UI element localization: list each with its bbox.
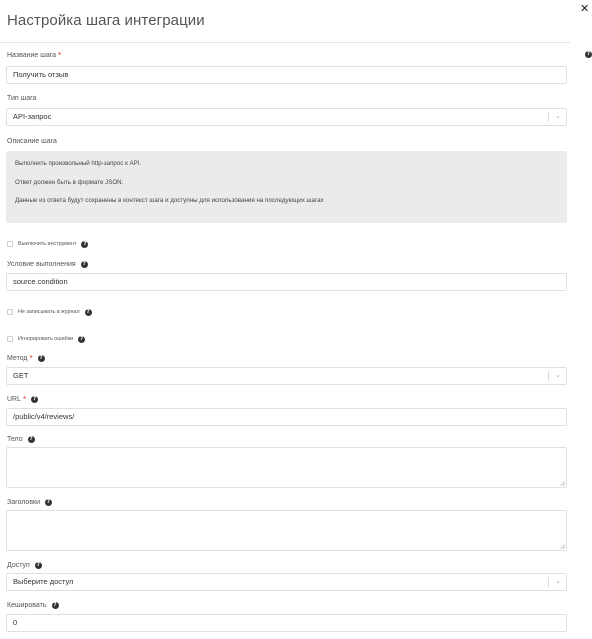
- description-line: Ответ должен быть в формате JSON.: [15, 179, 124, 186]
- help-icon[interactable]: ?: [46, 499, 51, 505]
- headers-label: Заголовки ?: [7, 499, 51, 506]
- resize-handle-icon[interactable]: [560, 481, 565, 486]
- no-log-checkbox[interactable]: [7, 309, 13, 315]
- help-icon[interactable]: ?: [36, 562, 40, 568]
- help-icon[interactable]: ?: [53, 602, 57, 608]
- select-divider: [548, 371, 549, 381]
- step-type-label: Тип шага: [7, 95, 37, 102]
- access-select[interactable]: [6, 573, 567, 591]
- select-divider: [548, 112, 549, 122]
- disable-tool-checkbox[interactable]: [7, 241, 13, 247]
- chevron-down-icon[interactable]: ⌄: [555, 372, 561, 379]
- method-select[interactable]: [6, 367, 567, 385]
- help-icon[interactable]: ?: [79, 335, 84, 342]
- condition-input[interactable]: source.condition: [6, 273, 567, 291]
- method-value: GET: [13, 371, 29, 380]
- description-line: Выполнить произвольный http-запрос к API.: [15, 160, 142, 167]
- description-box: [6, 151, 567, 223]
- chevron-down-icon[interactable]: ⌄: [555, 578, 561, 585]
- required-marker: *: [23, 395, 27, 404]
- modal-title: Настройка шага интеграции: [7, 12, 205, 29]
- required-marker: *: [29, 354, 33, 363]
- disable-tool-label: Выключить инструмент ?: [18, 240, 87, 247]
- help-icon[interactable]: ?: [86, 308, 90, 315]
- help-icon[interactable]: ?: [39, 355, 43, 361]
- ignore-errors-checkbox[interactable]: [7, 336, 13, 342]
- ignore-errors-label: Игнорировать ошибки ?: [18, 335, 84, 342]
- no-log-label: Не записывать в журнал ?: [18, 308, 90, 315]
- step-type-select[interactable]: [6, 108, 567, 126]
- access-placeholder: Выберите доступ: [13, 577, 74, 586]
- access-label: Доступ ?: [7, 562, 40, 569]
- url-input[interactable]: /public/v4/reviews/: [6, 408, 567, 426]
- method-label: Метод * ?: [7, 354, 43, 363]
- help-icon[interactable]: ?: [83, 240, 87, 247]
- headers-textarea[interactable]: [6, 510, 567, 551]
- step-name-input[interactable]: Получить отзыв: [6, 66, 567, 84]
- condition-label: Условие выполнения ?: [7, 261, 86, 268]
- step-type-value: API-запрос: [13, 112, 52, 121]
- chevron-down-icon[interactable]: ⌄: [555, 113, 561, 120]
- help-icon[interactable]: ?: [586, 51, 591, 57]
- resize-handle-icon[interactable]: [560, 544, 565, 549]
- help-icon[interactable]: ?: [33, 396, 37, 402]
- select-divider: [548, 577, 549, 587]
- body-textarea[interactable]: [6, 447, 567, 488]
- description-label: Описание шага: [7, 138, 57, 145]
- required-marker: *: [58, 51, 62, 60]
- body-label: Тело ?: [7, 436, 33, 443]
- cache-input[interactable]: 0: [6, 614, 567, 632]
- cache-label: Кешировать ?: [7, 602, 57, 609]
- step-name-label: Название шага *: [7, 51, 62, 60]
- url-label: URL * ?: [7, 395, 37, 404]
- help-icon[interactable]: ?: [29, 436, 33, 442]
- description-line: Данные из ответа будут сохранены в контекст шага и доступны для использования на последующих шагах: [15, 197, 324, 204]
- close-icon[interactable]: ✕: [580, 3, 590, 15]
- help-icon[interactable]: ?: [82, 261, 86, 267]
- header-divider: [0, 42, 570, 43]
